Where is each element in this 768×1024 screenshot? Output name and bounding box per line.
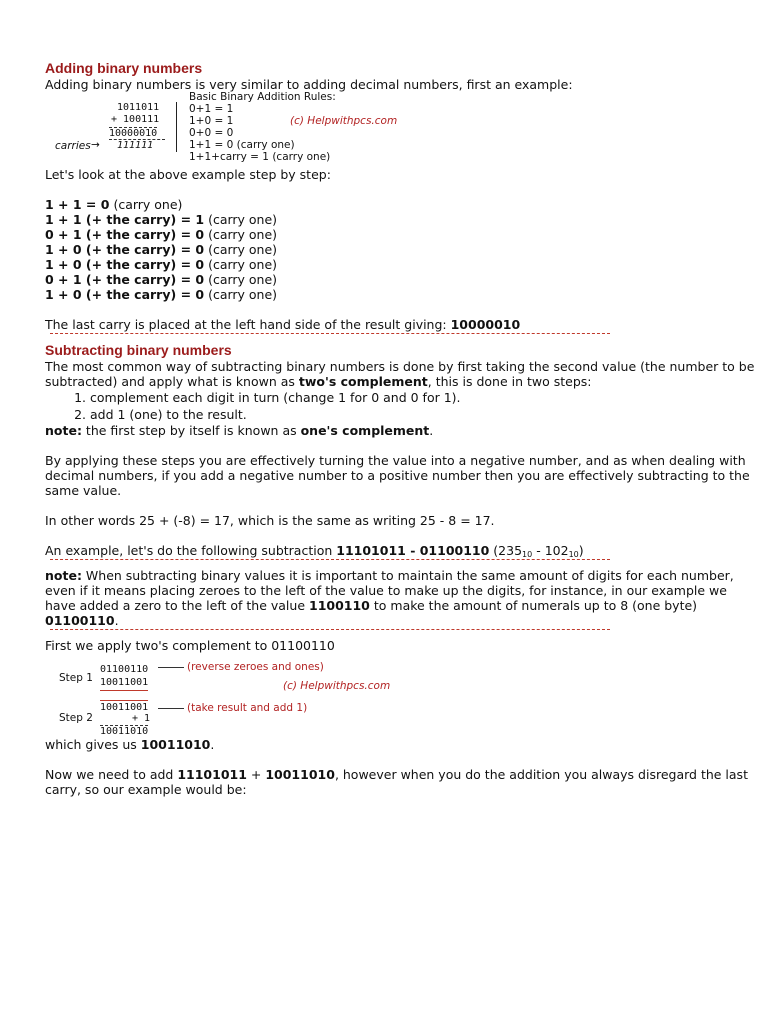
rule-item: 1+0 = 1	[189, 115, 234, 127]
rule-item: 1+1 = 0 (carry one)	[189, 139, 295, 151]
step2-note: (take result and add 1)	[187, 702, 308, 714]
note-ones-complement: note: the first step by itself is known as one's complement.	[45, 423, 434, 438]
twos-complement-intro: First we apply two's complement to 01100110	[45, 638, 335, 653]
addend-1: 1011011	[117, 102, 160, 113]
gives-result: which gives us 10011010.	[45, 737, 215, 752]
final-sum: 10000010	[450, 317, 521, 332]
step-line: 1 + 0 (+ the carry) = 0 (carry one)	[45, 257, 278, 272]
adding-intro: Adding binary numbers is very similar to adding decimal numbers, first an example:	[45, 77, 573, 92]
last-carry-text: The last carry is placed at the left hand side of the result giving: 10000010	[45, 317, 521, 332]
addend-2: + 100111	[111, 114, 160, 125]
step1-connector	[158, 667, 184, 668]
step2-label: Step 2	[59, 712, 93, 724]
decimal-example: In other words 25 + (-8) = 17, which is the same as writing 25 - 8 = 17.	[45, 513, 495, 528]
negative-number-paragraph: By applying these steps you are effectively turning the value into a negative number, and as when dealing with decimal numbers, if you add a negative number to a positive number then you are effectively subtracting to the same value.	[45, 453, 750, 498]
sum-result: 10000010	[109, 128, 158, 139]
twos-complement-figure	[45, 653, 755, 737]
step-line: 0 + 1 (+ the carry) = 0 (carry one)	[45, 272, 278, 287]
step-line: 0 + 1 (+ the carry) = 0 (carry one)	[45, 227, 278, 242]
carries-value: 111111	[117, 140, 154, 151]
step2-connector	[158, 708, 184, 709]
subtraction-example: An example, let's do the following subtraction 11101011 - 01100110 $(235_{10} - 102_{10})$	[45, 543, 584, 559]
section-divider	[50, 559, 610, 560]
step2-result: 10011010	[100, 726, 149, 737]
step-line: 1 + 0 (+ the carry) = 0 (carry one)	[45, 287, 278, 302]
list-item: 2. add 1 (one) to the result.	[90, 406, 755, 423]
step-line: 1 + 0 (+ the carry) = 0 (carry one)	[45, 242, 278, 257]
adding-heading: Adding binary numbers	[45, 60, 203, 76]
list-item: 1. complement each digit in turn (change 1 for 0 and 0 for 1).	[90, 389, 755, 406]
rules-divider	[176, 102, 177, 152]
carries-label: carries	[55, 140, 91, 152]
rule-item: 0+0 = 0	[189, 127, 234, 139]
step1-complement: 10011001	[100, 677, 148, 691]
step-line: 1 + 1 (+ the carry) = 1 (carry one)	[45, 212, 278, 227]
step1-original: 01100110	[100, 664, 149, 675]
step1-label: Step 1	[59, 672, 93, 684]
addition-figure	[45, 92, 755, 167]
document	[45, 60, 755, 797]
arrow-right-icon: →	[91, 139, 100, 151]
rules-list	[189, 103, 330, 163]
rule-item: 0+1 = 1	[189, 103, 234, 115]
step2-value: 10011001	[100, 702, 149, 713]
section-divider	[50, 333, 610, 334]
subtracting-heading: Subtracting binary numbers	[45, 342, 232, 358]
rules-title: Basic Binary Addition Rules:	[189, 91, 336, 103]
step-line: 1 + 1 = 0 (carry one)	[45, 197, 183, 212]
final-addition-paragraph: Now we need to add 11101011 + 10011010, however when you do the addition you always disregard the last carry, so our example would be:	[45, 767, 748, 797]
step-intro: Let's look at the above example step by step:	[45, 167, 331, 182]
step2-plus-one: + 1	[132, 713, 151, 724]
watermark: (c) Helpwithpcs.com	[283, 680, 391, 692]
complement-steps	[45, 389, 755, 423]
section-divider	[50, 629, 610, 630]
steps-list	[45, 197, 755, 302]
watermark: (c) Helpwithpcs.com	[290, 115, 398, 127]
note-digits: note: When subtracting binary values it is important to maintain the same amount of digits for each number, even if it means placing zeroes to the left of the value to make up the digits, for instance, in our example we have added a zero to the left of the value 1100110 to make the amount of numerals up to 8 (one byte) 01100110.	[45, 568, 734, 628]
subtract-intro: The most common way of subtracting binary numbers is done by first taking the second value (the number to be subtracted) and apply what is known as two's complement, this is done in two steps:	[45, 359, 755, 389]
step1-note: (reverse zeroes and ones)	[187, 661, 324, 673]
rule-item: 1+1+carry = 1 (carry one)	[189, 151, 331, 163]
